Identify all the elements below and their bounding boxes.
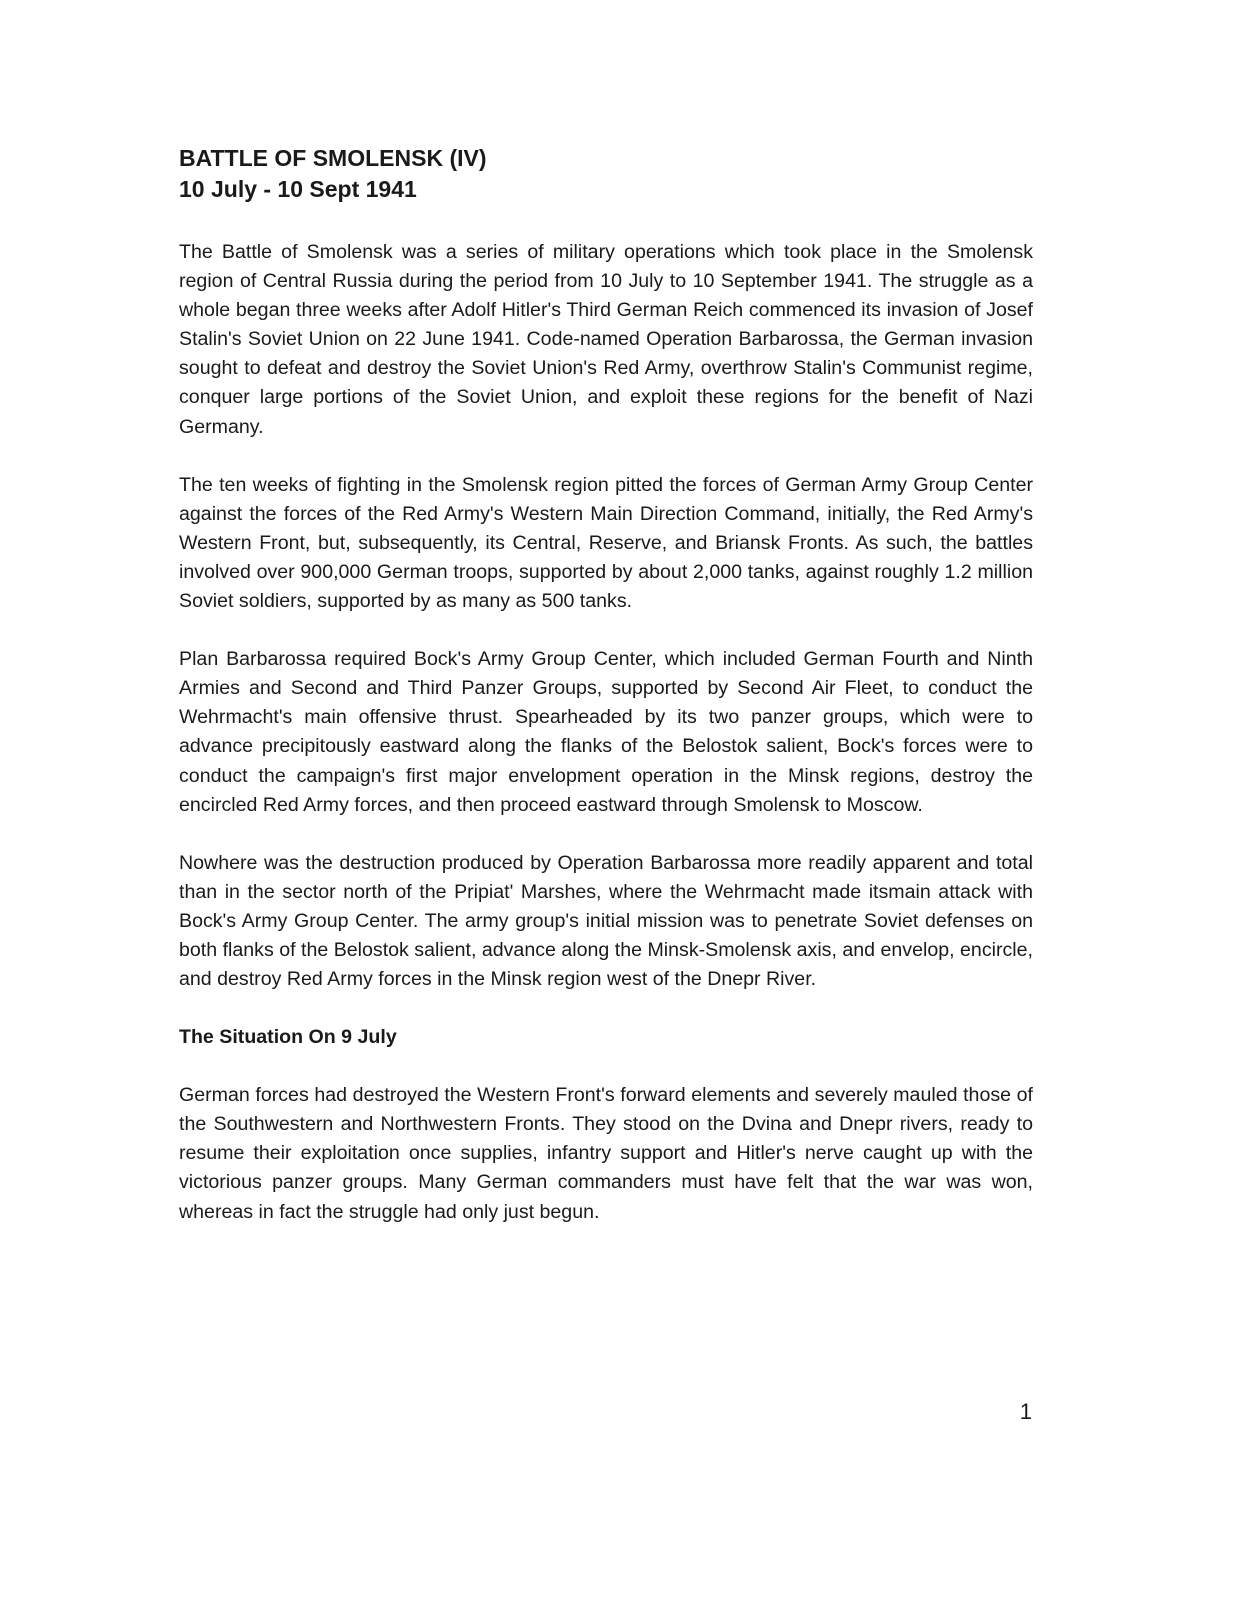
document-date-range: 10 July - 10 Sept 1941 <box>179 176 417 202</box>
document-body <box>179 143 1033 1256</box>
page-number: 1 <box>1019 1399 1032 1424</box>
paragraph-plan-barbarossa: Plan Barbarossa required Bock's Army Group Center, which included German Fourth and Ninth Armies and Second and Third Panzer Groups, supported by Second Air Fleet, to conduct the Wehrmacht's main offensive thrust. Spearheaded by its two panzer groups, which were to advance precipitously eastward along the flanks of the Belostok salient, Bock's forces were to conduct the campaign's first major envelopment operation in the Minsk regions, destroy the encircled Red Army forces, and then proceed eastward through Smolensk to Moscow. <box>179 648 1033 816</box>
paragraph-situation: German forces had destroyed the Western Front's forward elements and severely mauled those of the Southwestern and Northwestern Fronts. They stood on the Dvina and Dnepr rivers, ready to resume their exploitation once supplies, infantry support and Hitler's nerve caught up with the victorious panzer groups. Many German commanders must have felt that the war was won, whereas in fact the struggle had only just begun. <box>179 1084 1033 1223</box>
section-heading: The Situation On 9 July <box>179 1026 397 1049</box>
paragraph-forces: The ten weeks of fighting in the Smolensk region pitted the forces of German Army Group Center against the forces of the Red Army's Western Main Direction Command, initially, the Red Army's Western Front, but, subsequently, its Central, Reserve, and Briansk Fronts. As such, the battles involved over 900,000 German troops, supported by about 2,000 tanks, against roughly 1.2 million Soviet soldiers, supported by as many as 500 tanks. <box>179 473 1033 613</box>
document-title: BATTLE OF SMOLENSK (IV) <box>179 145 487 171</box>
paragraph-destruction: Nowhere was the destruction produced by Operation Barbarossa more readily apparent and total than in the sector north of the Pripiat' Marshes, where the Wehrmacht made itsmain attack with Bock's Army Group Center. The army group's initial mission was to penetrate Soviet defenses on both flanks of the Belostok salient, advance along the Minsk-Smolensk axis, and envelop, encircle, and destroy Red Army forces in the Minsk region west of the Dnepr River. <box>179 851 1033 991</box>
paragraph-introduction: The Battle of Smolensk was a series of military operations which took place in the Smolensk region of Central Russia during the period from 10 July to 10 September 1941. The struggle as a whole began three weeks after Adolf Hitler's Third German Reich commenced its invasion of Josef Stalin's Soviet Union on 22 June 1941. Code-named Operation Barbarossa, the German invasion sought to defeat and destroy the Soviet Union's Red Army, overthrow Stalin's Communist regime, conquer large portions of the Soviet Union, and exploit these regions for the benefit of Nazi Germany. <box>179 241 1033 438</box>
